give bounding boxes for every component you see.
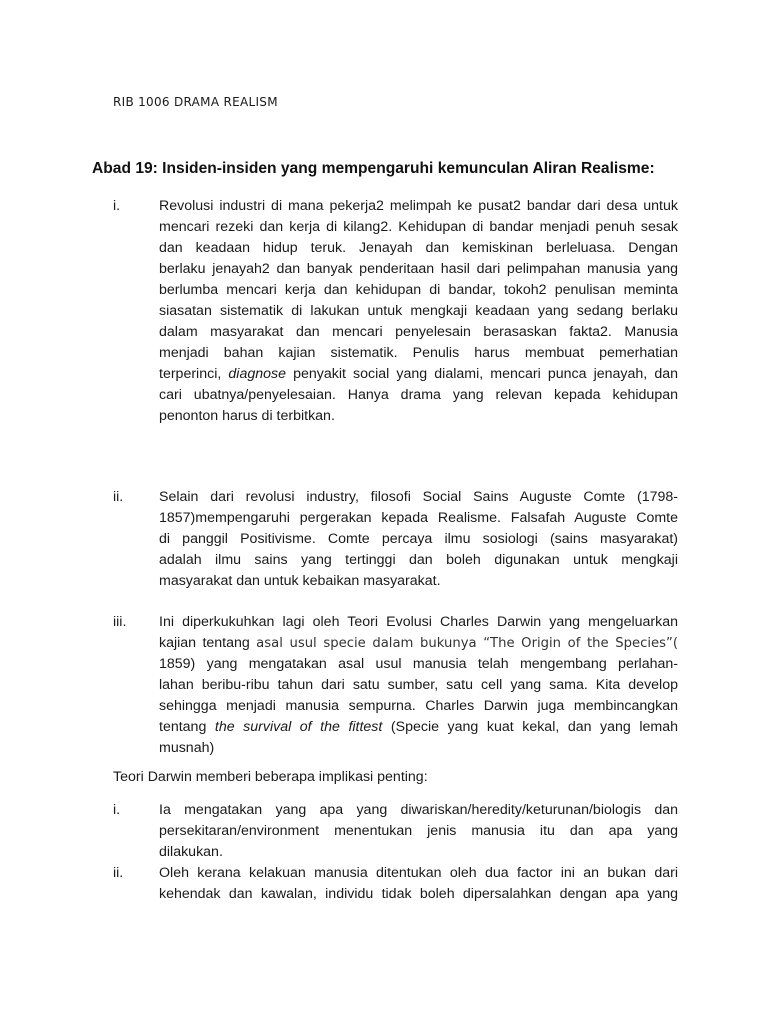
list-item (113, 612, 678, 759)
list-number: iii. (113, 614, 127, 630)
list-item (113, 196, 678, 427)
section-heading: Abad 19: Insiden-insiden yang mempengaruhi kemunculan Aliran Realisme: (92, 160, 655, 177)
list-item (113, 487, 678, 592)
list-number: i. (113, 198, 121, 214)
list-item-text: Selain dari revolusi industry, filosofi Social Sains Auguste Comte (1798- 1857)mempengaruhi pergerakan kepada Realisme. Falsafah Auguste Comte di panggil Positivisme. Comte percaya ilmu sosiologi (sains masyarakat) adalah ilmu sains yang tertinggi dan boleh digunakan untuk mengkaji masyarakat dan untuk kebaikan masyarakat. (159, 489, 678, 589)
paragraph: Teori Darwin memberi beberapa implikasi penting: (113, 769, 428, 785)
italic-term: the survival of the fittest (214, 719, 383, 735)
list-number: i. (113, 802, 121, 818)
list-item-text: Oleh kerana kelakuan manusia ditentukan oleh dua factor ini an bukan dari kehendak dan kawalan, individu tidak boleh dipersalahkan dengan apa yang (159, 865, 678, 902)
list-item-text: Ia mengatakan yang apa yang diwariskan/heredity/keturunan/biologis dan persekitaran/environment menentukan jenis manusia itu dan apa yang dilakukan. (159, 802, 678, 860)
italic-term: diagnose (228, 366, 286, 382)
page-header: RIB 1006 DRAMA REALISM (113, 95, 278, 109)
list-number: ii. (113, 489, 124, 505)
list-item-text: Revolusi industri di mana pekerja2 melimpah ke pusat2 bandar dari desa untuk mencari rezeki dan kerja di kilang2. Kehidupan di bandar menjadi penuh sesak dan keadaan hidup teruk. Jenayah dan kemiskinan berleluasa. Dengan berlaku jenayah2 dan banyak penderitaan hasil dari pelimpahan manusia yang berlumba mencari kerja dan kehidupan di bandar, tokoh2 penulisan meminta siasatan sistematik di lakukan untuk mengkaji keadaan yang sedang berlaku dalam masyarakat dan mencari penyelesain berasaskan fakta2. Manusia menjadi bahan kajian sistematik. Penulis harus membuat pemerhatian terperinci, diagnose penyakit social yang dialami, mencari punca jenayah, dan cari ubatnya/penyelesaian. Hanya drama yang relevan kepada kehidupan penonton harus di terbitkan. (159, 198, 679, 424)
list-number: ii. (113, 865, 124, 881)
list-item-text: Ini diperkukuhkan lagi oleh Teori Evolusi Charles Darwin yang mengeluarkan kajian tentang asal usul specie dalam bukunya “The Origin of the Species”( 1859) yang mengatakan asal usul manusia telah mengembang perlahan- lahan beribu-ribu tahun dari satu sumber, satu cell yang sama. Kita develop sehingga menjadi manusia sempurna. Charles Darwin juga membincangkan tentang the survival of the fittest (Specie yang kuat kekal, dan yang lemah musnah) (159, 614, 679, 756)
list-item (113, 800, 678, 863)
list-item (113, 863, 678, 905)
